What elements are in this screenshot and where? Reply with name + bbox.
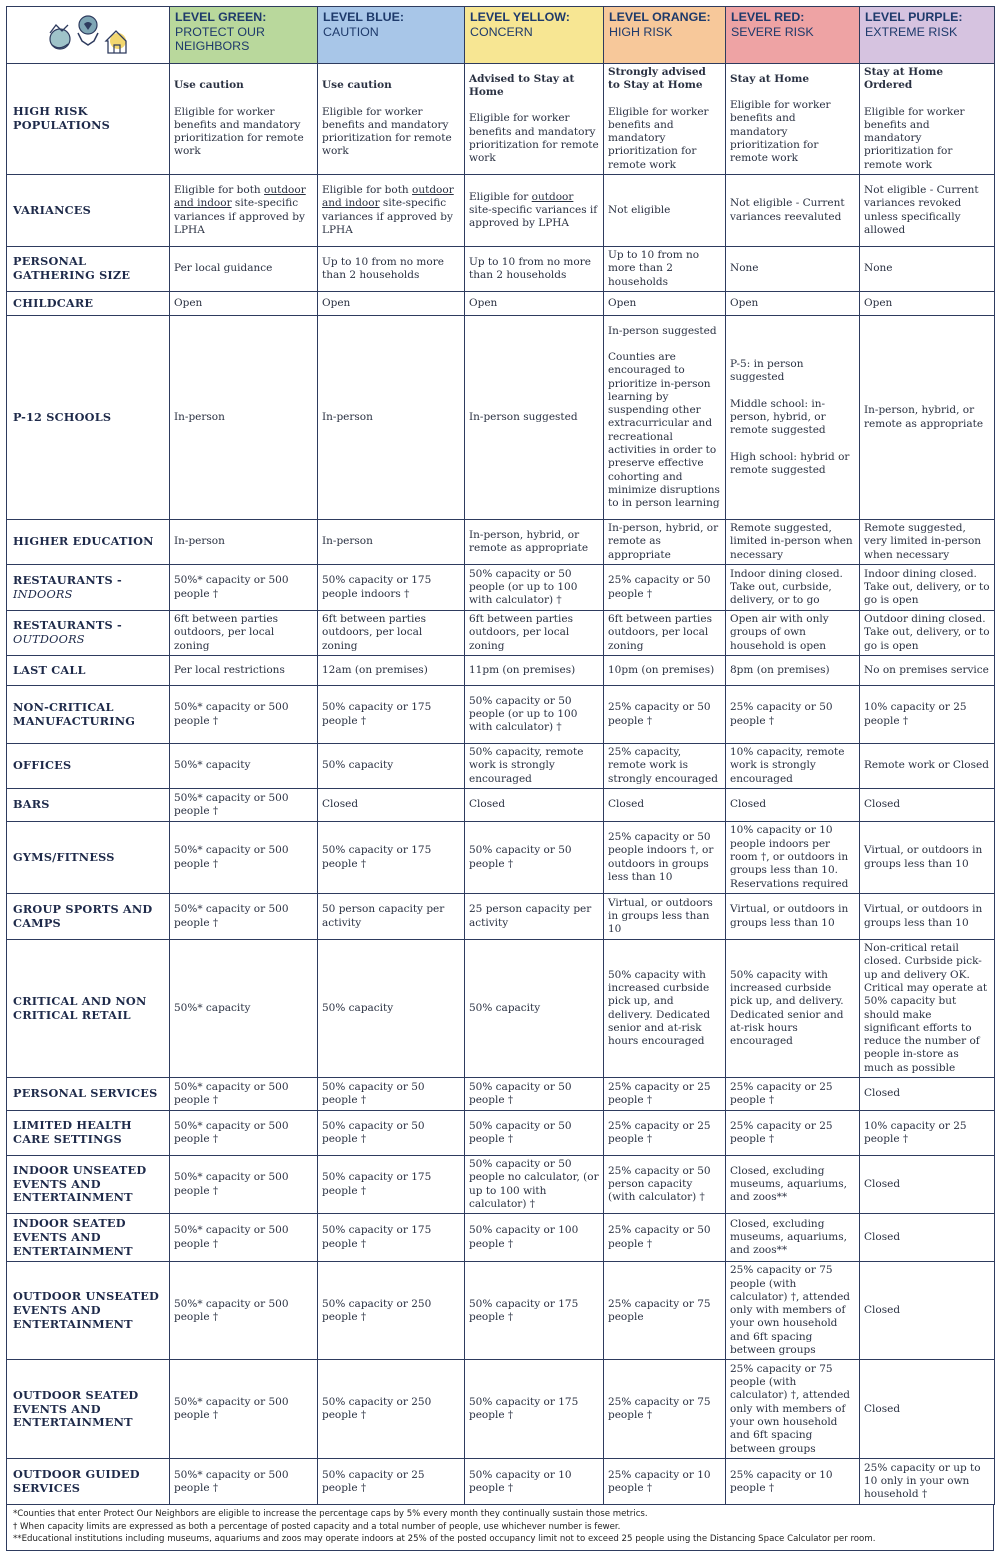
table-cell: 50% capacity or 175 people indoors † — [318, 565, 465, 611]
table-cell: No on premises service — [860, 656, 995, 686]
table-cell: Remote work or Closed — [860, 744, 995, 789]
table-cell: 25% capacity or 10 people † — [604, 1459, 726, 1505]
row-label: LIMITED HEALTH CARE SETTINGS — [7, 1111, 170, 1156]
table-cell: Virtual, or outdoors in groups less than 10 — [860, 822, 995, 894]
table-cell: 50%* capacity or 500 people † — [170, 1459, 318, 1505]
table-cell: 10pm (on premises) — [604, 656, 726, 686]
row-label-text: RESTAURANTS - — [13, 618, 122, 633]
table-cell: Closed, excluding museums, aquariums, and zoos** — [726, 1214, 860, 1262]
table-cell: None — [726, 247, 860, 292]
cell-heading: Stay at Home — [730, 72, 810, 85]
cell-text: Eligible for worker benefits and mandatory prioritization for remote work — [322, 105, 452, 158]
level-title: LEVEL BLUE: — [323, 10, 405, 24]
cell-text: Eligible for worker benefits and mandatory prioritization for remote work — [864, 105, 965, 171]
row-label: OUTDOOR UNSEATED EVENTS AND ENTERTAINMENT — [7, 1262, 170, 1360]
table-cell: Not eligible - Current variances revoked unless specifically allowed — [860, 175, 995, 247]
table-cell: 50% capacity or 175 people † — [318, 686, 465, 744]
row-label-sub: INDOORS — [13, 587, 73, 601]
table-cell: Closed — [860, 1214, 995, 1262]
cell-heading: Use caution — [322, 79, 392, 92]
row-label: CRITICAL AND NON CRITICAL RETAIL — [7, 940, 170, 1078]
table-cell: 25% capacity or 50 people † — [604, 686, 726, 744]
level-yellow-header — [465, 7, 604, 64]
table-cell: Up to 10 from no more than 2 households — [465, 247, 604, 292]
table-cell — [726, 316, 860, 520]
table-cell — [604, 64, 726, 175]
table-cell: 25% capacity or up to 10 only in your own household † — [860, 1459, 995, 1505]
table-cell: Closed — [318, 789, 465, 822]
table-cell: 25% capacity, remote work is strongly encouraged — [604, 744, 726, 789]
table-cell: In-person — [318, 520, 465, 565]
table-cell: Closed, excluding museums, aquariums, and zoos** — [726, 1156, 860, 1214]
table-cell: 50% capacity with increased curbside pick up, and delivery. Dedicated senior and at-risk hours encouraged — [726, 940, 860, 1078]
cell-text: site-specific variances if approved by LPHA — [174, 197, 305, 236]
level-subtitle: CONCERN — [470, 24, 533, 39]
level-title: LEVEL ORANGE: — [609, 10, 711, 24]
cell-text: Middle school: in-person, hybrid, or remote suggested — [730, 397, 826, 437]
cell-text: High school: hybrid or remote suggested — [730, 450, 850, 476]
table-cell: 50% capacity — [465, 940, 604, 1078]
level-title: LEVEL RED: — [731, 10, 805, 24]
table-cell: In-person, hybrid, or remote as appropriate — [465, 520, 604, 565]
row-high-risk-populations — [7, 64, 995, 175]
table-cell: In-person, hybrid, or remote as appropriate — [604, 520, 726, 565]
row-label: OUTDOOR SEATED EVENTS AND ENTERTAINMENT — [7, 1360, 170, 1459]
table-cell: Virtual, or outdoors in groups less than 10 — [860, 894, 995, 940]
row-last-call — [7, 656, 995, 686]
row-label: HIGH RISK POPULATIONS — [7, 64, 170, 175]
row-personal-services — [7, 1078, 995, 1111]
cell-text: Eligible for both — [174, 183, 265, 196]
table-cell: Open — [860, 292, 995, 316]
table-cell: 25% capacity or 50 people indoors †, or outdoors in groups less than 10 — [604, 822, 726, 894]
table-cell: 8pm (on premises) — [726, 656, 860, 686]
row-variances — [7, 175, 995, 247]
table-cell — [318, 175, 465, 247]
table-cell: 11pm (on premises) — [465, 656, 604, 686]
row-label: BARS — [7, 789, 170, 822]
table-cell: In-person — [170, 316, 318, 520]
row-personal-gathering-size — [7, 247, 995, 292]
row-group-sports-camps — [7, 894, 995, 940]
row-outdoor-seated-events — [7, 1360, 995, 1459]
table-cell: 50%* capacity or 500 people † — [170, 1360, 318, 1459]
level-green-header — [170, 7, 318, 64]
row-label: PERSONAL GATHERING SIZE — [7, 247, 170, 292]
table-cell: 50 person capacity per activity — [318, 894, 465, 940]
table-cell: 50%* capacity or 500 people † — [170, 894, 318, 940]
row-label: VARIANCES — [7, 175, 170, 247]
table-cell: 50% capacity or 50 people (or up to 100 with calculator) † — [465, 565, 604, 611]
logo-cell — [7, 7, 170, 64]
table-cell: Up to 10 from no more than 2 households — [604, 247, 726, 292]
table-cell: Closed — [860, 1262, 995, 1360]
table-cell: 25% capacity or 50 people † — [604, 565, 726, 611]
level-orange-header — [604, 7, 726, 64]
table-cell: 50% capacity or 250 people † — [318, 1262, 465, 1360]
table-cell: 50%* capacity or 500 people † — [170, 1214, 318, 1262]
table-cell: Per local guidance — [170, 247, 318, 292]
row-label-sub: OUTDOORS — [13, 633, 85, 647]
table-cell: 50%* capacity or 500 people † — [170, 789, 318, 822]
table-cell — [726, 64, 860, 175]
table-cell: 50% capacity or 50 people † — [465, 822, 604, 894]
cell-heading: Stay at Home Ordered — [864, 66, 944, 92]
table-cell: 25% capacity or 25 people † — [726, 1111, 860, 1156]
table-cell: 25% capacity or 50 person capacity (with calculator) † — [604, 1156, 726, 1214]
row-label-text: RESTAURANTS - — [13, 572, 122, 587]
underlined-text: and indoor — [322, 197, 380, 210]
cell-text: Eligible for worker benefits and mandatory prioritization for remote work — [174, 105, 304, 158]
row-indoor-unseated-events — [7, 1156, 995, 1214]
table-cell: 50% capacity or 50 people † — [465, 1111, 604, 1156]
footnotes — [6, 1505, 994, 1550]
table-cell: Closed — [726, 789, 860, 822]
house-icon — [106, 31, 126, 53]
covid-dial-table-container — [6, 6, 994, 1551]
table-cell: 50% capacity or 100 people † — [465, 1214, 604, 1262]
table-cell — [318, 64, 465, 175]
row-label: PERSONAL SERVICES — [7, 1078, 170, 1111]
row-limited-health-care — [7, 1111, 995, 1156]
table-cell: 12am (on premises) — [318, 656, 465, 686]
table-cell: 50%* capacity — [170, 744, 318, 789]
cell-text: Eligible for both — [322, 183, 413, 196]
table-cell: 50%* capacity or 500 people † — [170, 1156, 318, 1214]
table-cell: Virtual, or outdoors in groups less than 10 — [604, 894, 726, 940]
cell-text: site-specific variances if approved by LPHA — [322, 197, 453, 236]
table-cell: 50% capacity — [318, 744, 465, 789]
table-cell: 50%* capacity or 500 people † — [170, 1111, 318, 1156]
row-label: OUTDOOR GUIDED SERVICES — [7, 1459, 170, 1505]
table-cell: 50% capacity or 50 people † — [318, 1111, 465, 1156]
table-cell: 10% capacity, remote work is strongly encouraged — [726, 744, 860, 789]
table-cell: 25% capacity or 25 people † — [726, 1078, 860, 1111]
row-label: INDOOR SEATED EVENTS AND ENTERTAINMENT — [7, 1214, 170, 1262]
table-cell: Closed — [860, 1156, 995, 1214]
table-cell: Indoor dining closed. Take out, curbside, delivery, or to go — [726, 565, 860, 611]
level-subtitle: PROTECT OUR NEIGHBORS — [175, 24, 265, 53]
footnote-percentage-caps: *Counties that enter Protect Our Neighbors are eligible to increase the percentage caps by 5% every month they continually sustain those metrics. — [13, 1509, 648, 1520]
table-cell — [465, 175, 604, 247]
level-blue-header — [318, 7, 465, 64]
table-cell: Not eligible - Current variances reevaluted — [726, 175, 860, 247]
table-cell: Open — [318, 292, 465, 316]
table-cell: Per local restrictions — [170, 656, 318, 686]
footnote-educational-institutions: **Educational institutions including museums, aquariums and zoos may operate indoors at 25% of the posted occupancy limit not to exceed 25 people using the Distancing Space Calculator per room. — [13, 1534, 876, 1545]
table-cell: Open — [465, 292, 604, 316]
hands-heart-icon — [78, 16, 98, 45]
underlined-text: and indoor — [174, 197, 232, 210]
cell-text: P-5: in person suggested — [730, 358, 804, 384]
row-label: OFFICES — [7, 744, 170, 789]
underlined-text: outdoor — [531, 190, 574, 203]
table-cell: 50% capacity or 50 people no calculator, (or up to 100 with calculator) † — [465, 1156, 604, 1214]
table-cell: 25% capacity or 75 people † — [604, 1360, 726, 1459]
table-cell — [860, 64, 995, 175]
table-cell: 50%* capacity or 500 people † — [170, 822, 318, 894]
row-outdoor-guided-services — [7, 1459, 995, 1505]
table-cell: 25% capacity or 10 people † — [726, 1459, 860, 1505]
table-cell: 50% capacity or 50 people (or up to 100 with calculator) † — [465, 686, 604, 744]
level-subtitle: SEVERE RISK — [731, 24, 814, 39]
table-cell: Non-critical retail closed. Curbside pick-up and delivery OK. Critical may operate at 50% capacity but should make significant efforts to reduce the number of people in-store as much as possible — [860, 940, 995, 1078]
table-cell: 50% capacity or 175 people † — [318, 822, 465, 894]
row-label: LAST CALL — [7, 656, 170, 686]
row-offices — [7, 744, 995, 789]
table-cell: 25% capacity or 25 people † — [604, 1111, 726, 1156]
table-cell: Not eligible — [604, 175, 726, 247]
table-cell: 50%* capacity or 500 people † — [170, 1262, 318, 1360]
underlined-text: outdoor — [412, 183, 454, 196]
cell-text: Eligible for worker benefits and mandatory prioritization for remote work — [730, 98, 831, 165]
table-cell: 25% capacity or 25 people † — [604, 1078, 726, 1111]
table-cell: 50% capacity or 175 people † — [318, 1156, 465, 1214]
table-cell: Open air with only groups of own household is open — [726, 611, 860, 656]
table-cell: Up to 10 from no more than 2 households — [318, 247, 465, 292]
table-cell: 10% capacity or 10 people indoors per room †, or outdoors in groups less than 10. Reservations required — [726, 822, 860, 894]
table-cell: 10% capacity or 25 people † — [860, 686, 995, 744]
row-label — [7, 565, 170, 611]
row-higher-education — [7, 520, 995, 565]
table-cell: 25% capacity or 75 people — [604, 1262, 726, 1360]
row-label: HIGHER EDUCATION — [7, 520, 170, 565]
table-cell: 50% capacity or 250 people † — [318, 1360, 465, 1459]
table-cell: 50% capacity — [318, 940, 465, 1078]
table-cell: Closed — [860, 789, 995, 822]
table-cell: Virtual, or outdoors in groups less than 10 — [726, 894, 860, 940]
table-cell — [170, 175, 318, 247]
row-non-critical-manufacturing — [7, 686, 995, 744]
level-red-header — [726, 7, 860, 64]
cell-text: Eligible for worker benefits and mandatory prioritization for remote work — [469, 112, 599, 165]
row-outdoor-unseated-events — [7, 1262, 995, 1360]
cell-text: Counties are encouraged to prioritize in-person learning by suspending other extracurricular and recreational activities in order to preserve effective cohorting and minimize disruptions to in person learning — [608, 350, 720, 510]
table-cell: 50% capacity or 50 people † — [318, 1078, 465, 1111]
table-cell: Closed — [465, 789, 604, 822]
level-title: LEVEL GREEN: — [175, 10, 267, 24]
table-cell: Open — [604, 292, 726, 316]
protect-neighbors-logo — [38, 11, 138, 55]
globe-hand-icon — [50, 25, 70, 49]
row-label: GROUP SPORTS AND CAMPS — [7, 894, 170, 940]
table-cell: 50% capacity or 10 people † — [465, 1459, 604, 1505]
table-cell: 50%* capacity — [170, 940, 318, 1078]
row-p12-schools — [7, 316, 995, 520]
table-cell: Indoor dining closed. Take out, delivery, or to go is open — [860, 565, 995, 611]
header-row — [7, 7, 995, 64]
table-cell: In-person — [170, 520, 318, 565]
table-cell — [604, 316, 726, 520]
table-cell: 50% capacity or 25 people † — [318, 1459, 465, 1505]
level-title: LEVEL YELLOW: — [470, 10, 570, 24]
table-cell: 25% capacity or 50 people † — [604, 1214, 726, 1262]
table-cell: 50%* capacity or 500 people † — [170, 565, 318, 611]
table-cell: 25% capacity or 50 people † — [726, 686, 860, 744]
table-cell: In-person — [318, 316, 465, 520]
level-subtitle: EXTREME RISK — [865, 24, 958, 39]
table-cell: 25 person capacity per activity — [465, 894, 604, 940]
row-retail — [7, 940, 995, 1078]
table-cell: In-person, hybrid, or remote as appropriate — [860, 316, 995, 520]
table-cell: 10% capacity or 25 people † — [860, 1111, 995, 1156]
table-cell: 50% capacity or 175 people † — [465, 1262, 604, 1360]
cell-text: Eligible for worker benefits and mandatory prioritization for remote work — [608, 105, 709, 171]
table-cell: 50% capacity, remote work is strongly encouraged — [465, 744, 604, 789]
row-label: GYMS/FITNESS — [7, 822, 170, 894]
table-cell: 50% capacity or 50 people † — [465, 1078, 604, 1111]
table-cell: Outdoor dining closed. Take out, delivery, or to go is open — [860, 611, 995, 656]
table-cell: 6ft between parties outdoors, per local zoning — [465, 611, 604, 656]
table-cell: 50% capacity or 175 people † — [318, 1214, 465, 1262]
level-title: LEVEL PURPLE: — [865, 10, 963, 24]
row-label: NON-CRITICAL MANUFACTURING — [7, 686, 170, 744]
row-childcare — [7, 292, 995, 316]
table-cell: Remote suggested, very limited in-person when necessary — [860, 520, 995, 565]
level-subtitle: CAUTION — [323, 24, 379, 39]
table-cell: 6ft between parties outdoors, per local zoning — [318, 611, 465, 656]
table-cell: Open — [726, 292, 860, 316]
level-subtitle: HIGH RISK — [609, 24, 673, 39]
row-restaurants-indoors — [7, 565, 995, 611]
table-cell: 50%* capacity or 500 people † — [170, 686, 318, 744]
table-cell: 50% capacity with increased curbside pick up, and delivery. Dedicated senior and at-risk hours encouraged — [604, 940, 726, 1078]
footnote-capacity-limits: † When capacity limits are expressed as both a percentage of posted capacity and a total number of people, use whichever number is fewer. — [13, 1521, 621, 1532]
cell-heading: Advised to Stay at Home — [469, 72, 575, 98]
level-purple-header — [860, 7, 995, 64]
cell-heading: In-person suggested — [608, 324, 717, 337]
table-cell: Closed — [604, 789, 726, 822]
row-indoor-seated-events — [7, 1214, 995, 1262]
row-label: INDOOR UNSEATED EVENTS AND ENTERTAINMENT — [7, 1156, 170, 1214]
row-bars — [7, 789, 995, 822]
table-cell: 50% capacity or 175 people † — [465, 1360, 604, 1459]
table-cell: In-person suggested — [465, 316, 604, 520]
table-cell: Closed — [860, 1078, 995, 1111]
table-cell: 6ft between parties outdoors, per local zoning — [170, 611, 318, 656]
underlined-text: outdoor — [264, 183, 306, 196]
table-cell: 25% capacity or 75 people (with calculator) †, attended only with members of your own household and 6ft spacing between groups — [726, 1262, 860, 1360]
row-restaurants-outdoors — [7, 611, 995, 656]
covid-levels-table — [6, 6, 995, 1505]
table-cell: Open — [170, 292, 318, 316]
table-cell: 25% capacity or 75 people (with calculator) †, attended only with members of your own household and 6ft spacing between groups — [726, 1360, 860, 1459]
cell-text: site-specific variances if approved by LPHA — [469, 203, 598, 230]
cell-heading: Use caution — [174, 79, 244, 92]
row-label: P-12 SCHOOLS — [7, 316, 170, 520]
table-cell: Remote suggested, limited in-person when necessary — [726, 520, 860, 565]
table-cell — [465, 64, 604, 175]
table-cell: 6ft between parties outdoors, per local zoning — [604, 611, 726, 656]
cell-heading: Strongly advised to Stay at Home — [608, 66, 706, 92]
cell-text: Eligible for — [469, 190, 532, 203]
table-cell — [170, 64, 318, 175]
row-label — [7, 611, 170, 656]
row-gyms-fitness — [7, 822, 995, 894]
table-cell: None — [860, 247, 995, 292]
table-cell: 50%* capacity or 500 people † — [170, 1078, 318, 1111]
row-label: CHILDCARE — [7, 292, 170, 316]
table-cell: Closed — [860, 1360, 995, 1459]
